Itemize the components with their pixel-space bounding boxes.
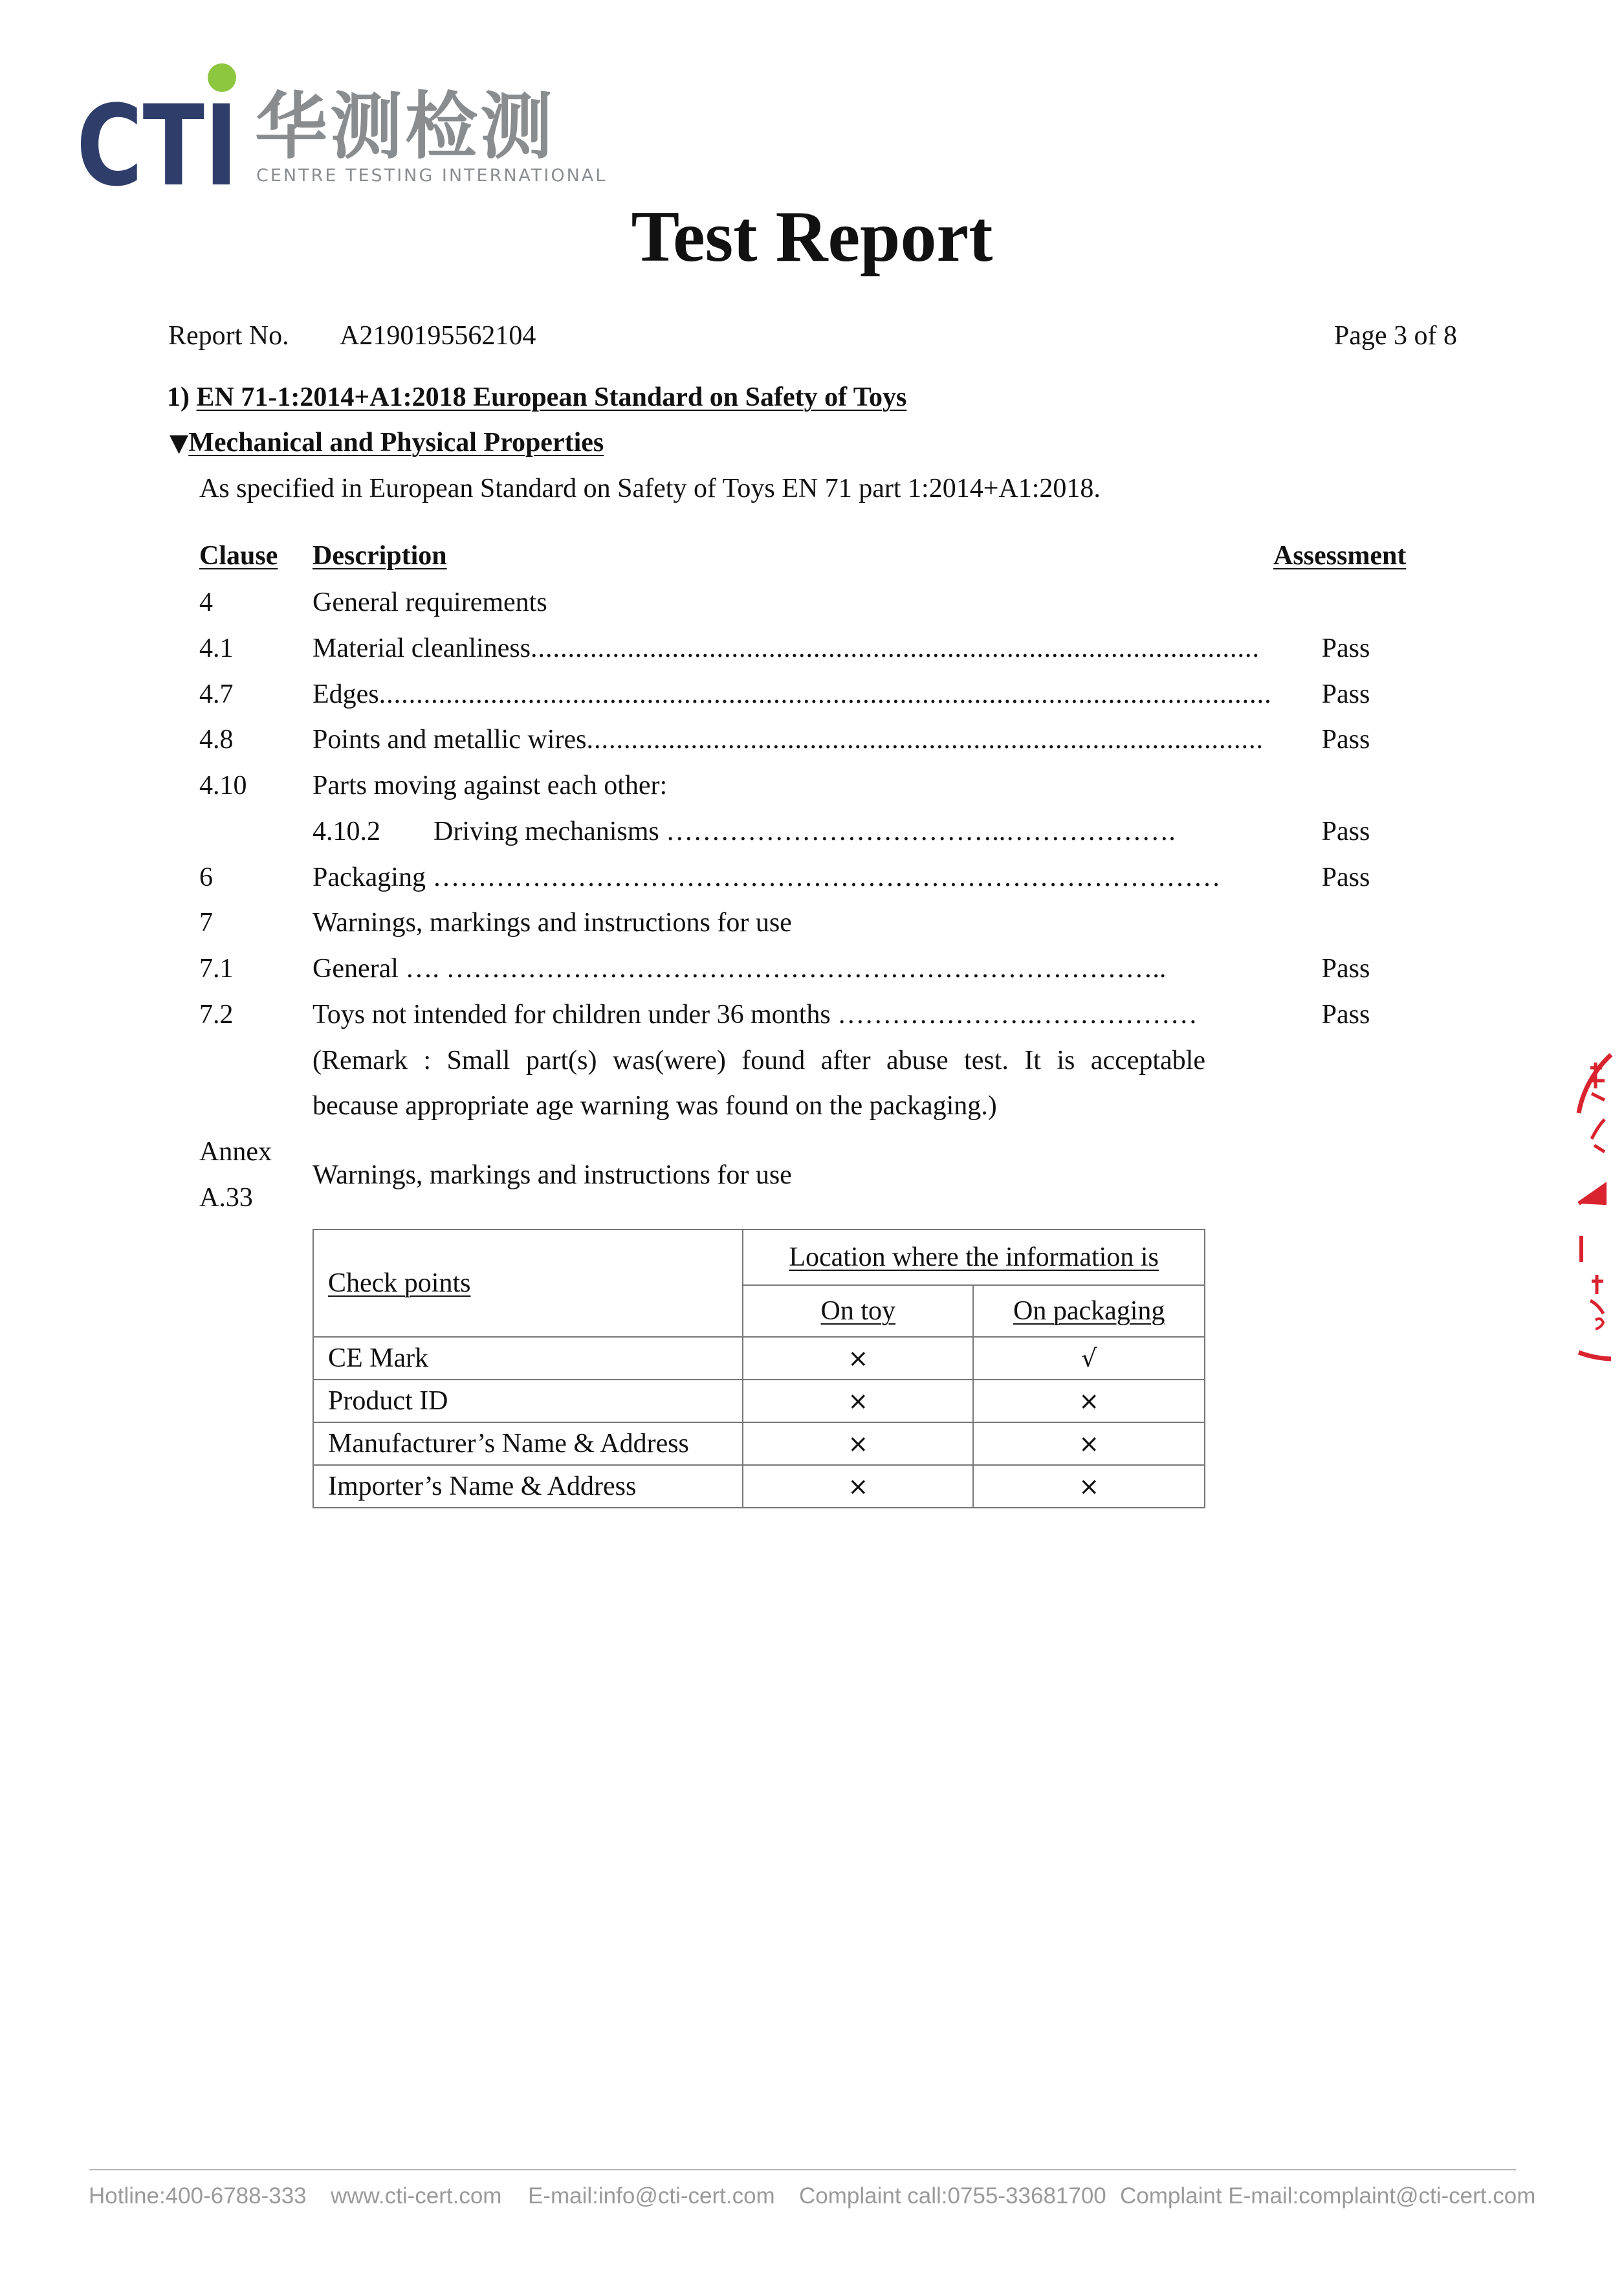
assessment-result: Pass xyxy=(1321,863,1370,892)
logo-english-name: CENTRE TESTING INTERNATIONAL xyxy=(256,166,608,186)
page-indicator: Page 3 of 8 xyxy=(1333,321,1457,351)
on-toy-mark: × xyxy=(743,1380,973,1422)
annex-number: A.33 xyxy=(199,1183,253,1213)
clause-number: 6 xyxy=(199,863,213,892)
remark-line-1: (Remark : Small part(s) was(were) found after abuse test. It is acceptable xyxy=(313,1046,1205,1075)
clause-number: 7 xyxy=(199,908,213,938)
on-toy-mark: × xyxy=(743,1337,973,1380)
subsection-heading xyxy=(170,429,604,456)
annex-label: Annex xyxy=(199,1137,272,1167)
logo-chinese-name: 华测检测 xyxy=(255,85,555,169)
seal-stamp-icon xyxy=(1572,1048,1605,1372)
footer-hotline: Hotline:400-6788-333 xyxy=(89,2183,307,2209)
clause-description: Edges........................................................................................................................ xyxy=(313,679,1272,709)
clause-description: Packaging …………………………………………………………………………… xyxy=(313,863,1221,892)
clause-description: Warnings, markings and instructions for use xyxy=(313,908,792,938)
clause-description: Points and metallic wires........................................................................................... xyxy=(313,725,1264,755)
on-packaging-mark: √ xyxy=(973,1337,1205,1380)
section-intro: As specified in European Standard on Safety of Toys EN 71 part 1:2014+A1:2018. xyxy=(199,474,1101,503)
clause-description: Toys not intended for children under 36 months ………………….……………… xyxy=(313,1000,1198,1030)
footer-complaint-email: Complaint E-mail:complaint@cti-cert.com xyxy=(1120,2183,1536,2209)
clause-number: 7.2 xyxy=(199,1000,234,1030)
header-on-packaging: On packaging xyxy=(973,1285,1205,1337)
clause-description: General …. …………………………………………………………………….. xyxy=(313,954,1167,984)
assessment-result: Pass xyxy=(1321,954,1370,984)
assessment-result: Pass xyxy=(1321,725,1370,755)
report-no-label: Report No. xyxy=(168,321,289,351)
table-row xyxy=(313,1380,1205,1422)
table-row xyxy=(313,1465,1205,1508)
page-title: Test Report xyxy=(631,197,993,277)
remark-line-2: because appropriate age warning was found on the packaging.) xyxy=(313,1091,997,1121)
clause-number: 4.10 xyxy=(199,771,247,800)
on-packaging-mark: × xyxy=(973,1465,1205,1508)
section-heading xyxy=(167,384,906,411)
header-check-points: Check points xyxy=(313,1229,743,1337)
on-packaging-mark: × xyxy=(973,1422,1205,1465)
clause-description: Driving mechanisms ………………………………..………………. xyxy=(433,817,1176,846)
subsection-title: Mechanical and Physical Properties xyxy=(188,428,604,457)
report-no-value: A2190195562104 xyxy=(340,321,536,351)
section-number: 1) xyxy=(167,382,190,412)
cti-logo-mark xyxy=(76,58,245,211)
clause-number: 4 xyxy=(199,588,213,617)
sub-clause-number: 4.10.2 xyxy=(313,817,380,846)
header-on-toy: On toy xyxy=(743,1285,973,1337)
col-header-clause: Clause xyxy=(199,541,278,571)
clause-number: 4.7 xyxy=(199,679,234,709)
header-location: Location where the information is xyxy=(743,1229,1205,1285)
footer-complaint-call: Complaint call:0755-33681700 xyxy=(799,2183,1106,2209)
clause-description: Material cleanliness.................................................................................................. xyxy=(313,634,1260,663)
clause-number: 4.1 xyxy=(199,634,234,663)
footer-divider xyxy=(89,2169,1516,2170)
clause-description: Parts moving against each other: xyxy=(313,771,668,800)
triangle-bullet-icon: ▼ xyxy=(170,428,189,457)
assessment-result: Pass xyxy=(1321,634,1370,663)
table-row xyxy=(313,1337,1205,1380)
on-packaging-mark: × xyxy=(973,1380,1205,1422)
col-header-assessment: Assessment xyxy=(1273,541,1407,571)
clause-number: 4.8 xyxy=(199,725,234,755)
col-header-description: Description xyxy=(313,541,447,571)
check-points-table xyxy=(313,1229,1205,1508)
check-point-label: CE Mark xyxy=(313,1337,743,1380)
on-toy-mark: × xyxy=(743,1422,973,1465)
check-point-label: Importer’s Name & Address xyxy=(313,1465,743,1508)
section-title: EN 71-1:2014+A1:2018 European Standard on Safety of Toys xyxy=(196,382,907,412)
annex-description: Warnings, markings and instructions for use xyxy=(313,1160,792,1190)
assessment-result: Pass xyxy=(1321,1000,1370,1030)
company-logo xyxy=(76,58,608,211)
cti-logo-text: CTI xyxy=(76,81,238,211)
check-point-label: Manufacturer’s Name & Address xyxy=(313,1422,743,1465)
clause-description: General requirements xyxy=(313,588,547,617)
assessment-result: Pass xyxy=(1321,817,1370,846)
table-header-row xyxy=(313,1229,1205,1285)
on-toy-mark: × xyxy=(743,1465,973,1508)
check-point-label: Product ID xyxy=(313,1380,743,1422)
footer-email: E-mail:info@cti-cert.com xyxy=(528,2183,775,2209)
clause-number: 7.1 xyxy=(199,954,234,984)
footer-website: www.cti-cert.com xyxy=(331,2183,502,2209)
table-row xyxy=(313,1422,1205,1465)
assessment-result: Pass xyxy=(1321,679,1370,709)
